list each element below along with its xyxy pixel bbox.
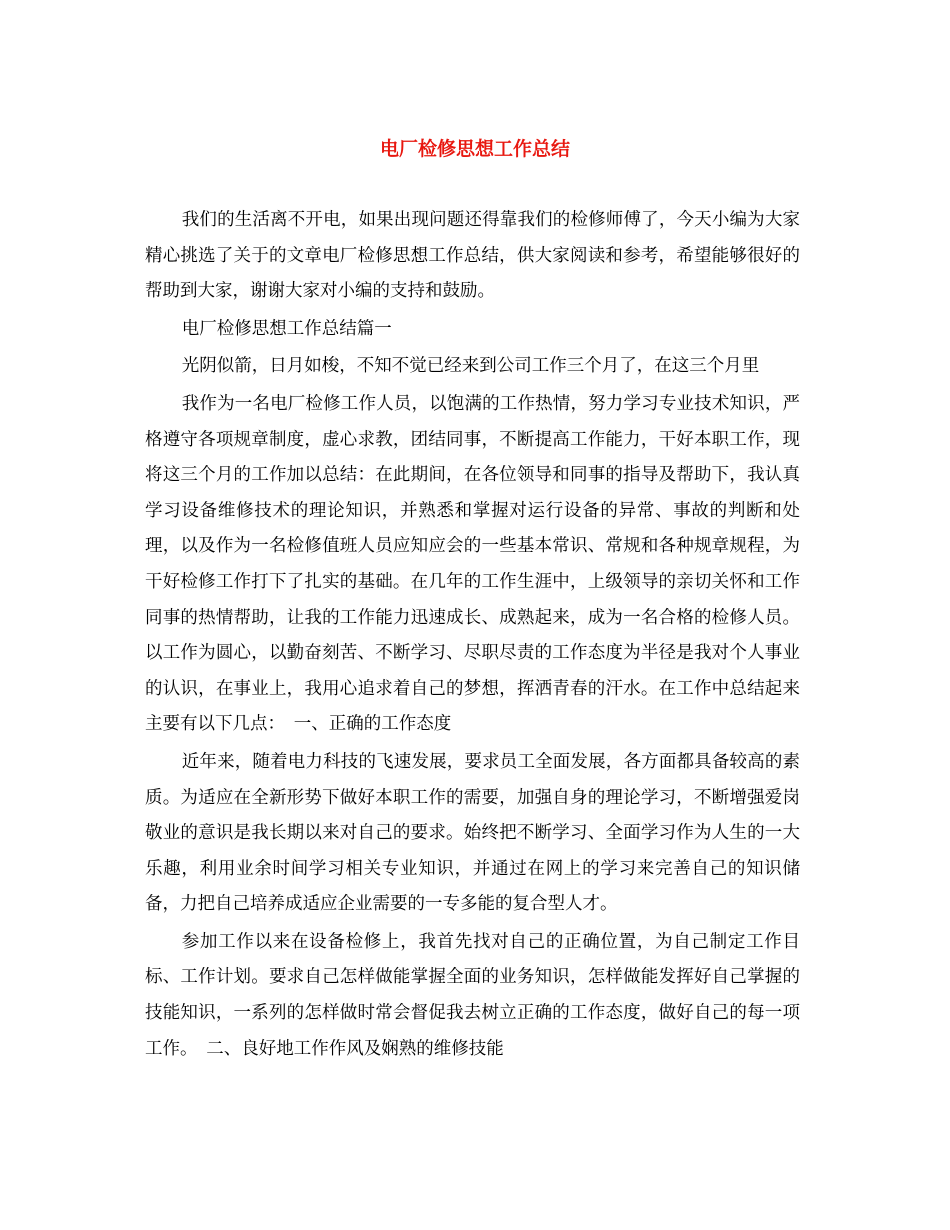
section-heading: 电厂检修思想工作总结篇一 <box>181 318 392 339</box>
body-paragraph-1: 光阴似箭，日月如梭，不知不觉已经来到公司工作三个月了，在这三个月里 <box>181 356 760 377</box>
intro-paragraph: 我们的生活离不开电，如果出现问题还得靠我们的检修师傅了，今天小编为大家精心挑选了关于的文章电厂检修思想工作总结，供大家阅读和参考，希望能够很好的帮助到大家，谢谢大家对小编的支持和鼓励。 <box>145 210 800 302</box>
body-paragraph-3: 近年来，随着电力科技的飞速发展，要求员工全面发展，各方面都具备较高的素质。为适应在全新形势下做好本职工作的需要，加强自身的理论学习，不断增强爱岗敬业的意识是我长期以来对自己的要求。始终把不断学习、全面学习作为人生的一大乐趣，利用业余时间学习相关专业知识，并通过在网上的学习来完善自己的知识储备，力把自己培养成适应企业需要的一专多能的复合型人才。 <box>145 751 800 915</box>
document-title: 电厂检修思想工作总结 <box>379 138 570 160</box>
body-paragraph-2: 我作为一名电厂检修工作人员，以饱满的工作热情，努力学习专业技术知识，严格遵守各项规章制度，虚心求教，团结同事，不断提高工作能力，干好本职工作，现将这三个月的工作加以总结：在此期间，在各位领导和同事的指导及帮助下，我认真学习设备维修技术的理论知识，并熟悉和掌握对运行设备的异常、事故的判断和处理，以及作为一名检修值班人员应知应会的一些基本常识、常规和各种规章规程，为干好检修工作打下了扎实的基础。在几年的工作生涯中，上级领导的亲切关怀和工作同事的热情帮助，让我的工作能力迅速成长、成熟起来，成为一名合格的检修人员。以工作为圆心，以勤奋刻苦、不断学习、尽职尽责的工作态度为半径是我对个人事业的认识，在事业上，我用心追求着自己的梦想，挥洒青春的汗水。在工作中总结起来主要有以下几点： 一、正确的工作态度 <box>145 393 800 735</box>
body-paragraph-4: 参加工作以来在设备检修上，我首先找对自己的正确位置，为自己制定工作目标、工作计划。要求自己怎样做能掌握全面的业务知识，怎样做能发挥好自己掌握的技能知识，一系列的怎样做时常会督促我去树立正确的工作态度，做好自己的每一项工作。 二、良好地工作作风及娴熟的维修技能 <box>145 931 800 1059</box>
